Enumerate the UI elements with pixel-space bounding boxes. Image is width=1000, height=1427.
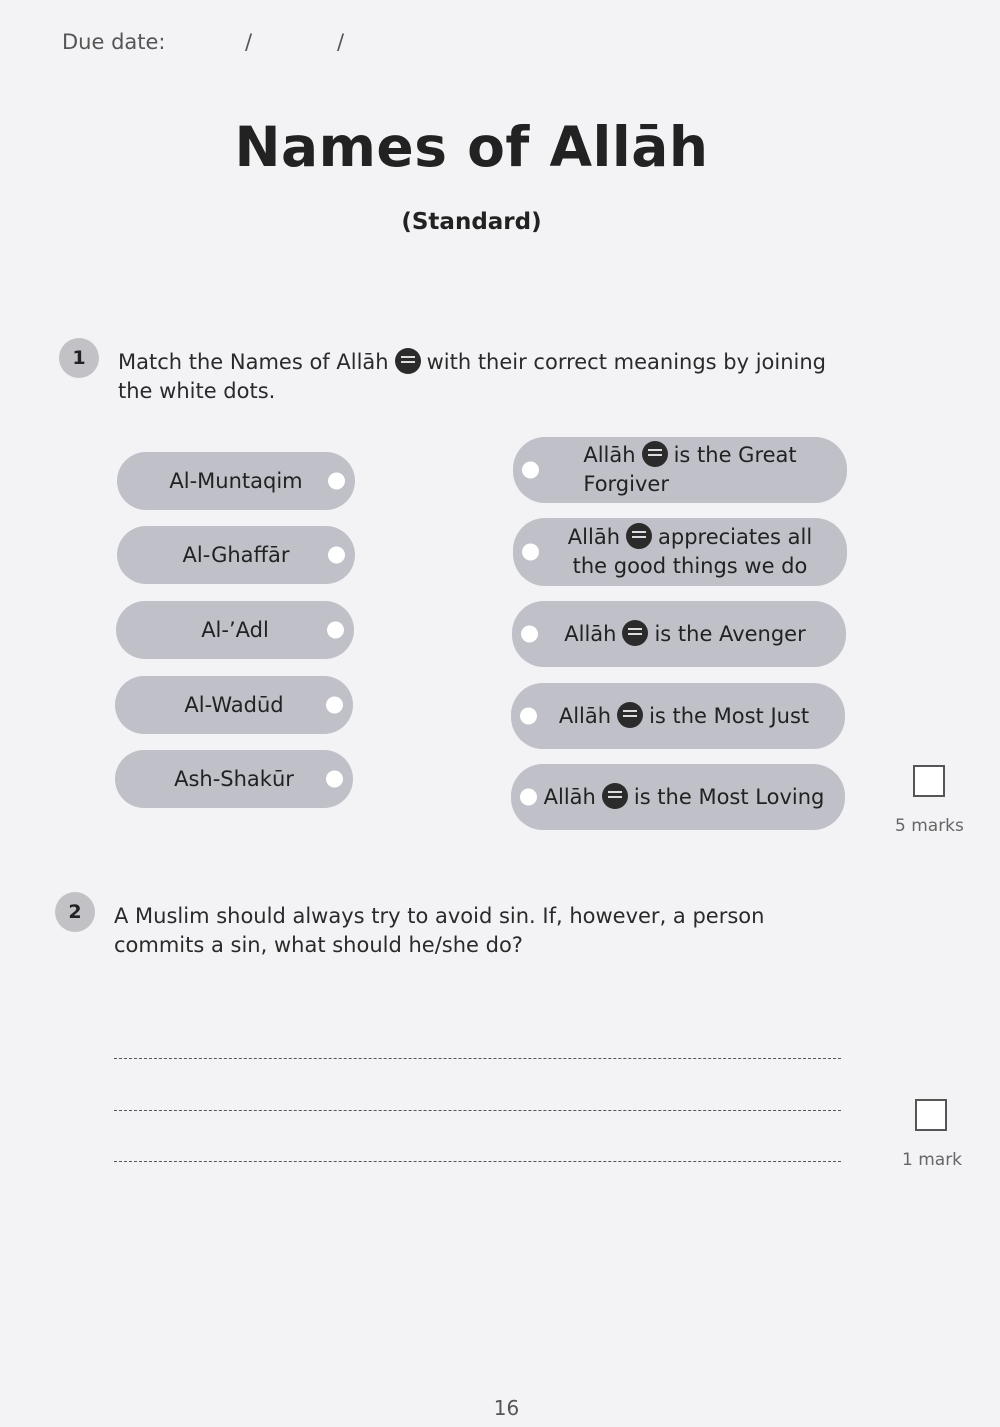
match-dot[interactable] [328,473,345,490]
meaning-subject: Allāh [564,621,617,646]
meaning-text [568,523,812,581]
question-number: 1 [59,338,99,378]
question-number: 2 [55,892,95,932]
swt-honorific-icon [602,783,628,809]
question-2-line2: commits a sin, what should he/she do? [114,933,523,957]
name-pill-al-muntaqim [117,452,355,510]
checkbox-icon[interactable] [915,1099,947,1131]
meaning-predicate: appreciates all [658,525,813,549]
match-dot[interactable] [326,771,343,788]
meaning-continuation: Forgiver [583,472,669,496]
due-date-slash: / [245,30,253,54]
due-date-line [62,30,345,54]
marks-label: 1 mark [902,1150,963,1170]
meaning-continuation: the good things we do [572,554,808,578]
match-dot[interactable] [328,547,345,564]
name-pill-ash-shakur [115,750,353,808]
match-dot[interactable] [521,626,538,643]
name-label: Al-’Adl [201,617,269,642]
name-pill-al-wadud [115,676,353,734]
meaning-subject: Allāh [567,525,621,549]
question-1-text-b: with their correct meanings by joining [426,350,827,374]
question-2-text [114,902,764,960]
question-1-text-a: Match the Names of Allāh [118,350,389,374]
question-1-text-line2: the white dots. [118,379,276,403]
swt-honorific-icon [622,620,648,646]
answer-line[interactable] [114,1161,841,1162]
meaning-text [559,702,809,731]
meaning-predicate: is the Most Loving [633,784,825,809]
name-label: Ash-Shakūr [174,766,294,791]
due-date-slash: / [337,30,345,54]
meaning-pill-most-loving [511,764,845,830]
answer-line[interactable] [114,1110,841,1111]
meaning-subject: Allāh [583,443,636,467]
due-date-label: Due date: [62,30,166,54]
meaning-text [564,620,805,649]
meaning-text [544,783,825,812]
name-pill-al-ghaffar [117,526,355,584]
question-1-text [118,348,826,406]
match-dot[interactable] [520,708,537,725]
meaning-predicate: is the Avenger [654,621,806,646]
match-dot[interactable] [326,697,343,714]
page-subtitle: (Standard) [401,209,542,235]
question-2-line1: A Muslim should always try to avoid sin. If, however, a person [114,904,765,928]
swt-honorific-icon [626,523,652,549]
match-dot[interactable] [520,789,537,806]
name-pill-al-adl [116,601,354,659]
swt-honorific-icon [642,441,668,467]
page-number: 16 [493,1396,520,1420]
name-label: Al-Ghaffār [182,542,290,567]
meaning-pill-appreciates [513,518,847,586]
meaning-predicate: is the Great [673,443,797,467]
name-label: Al-Muntaqim [169,468,303,493]
checkbox-icon[interactable] [913,765,945,797]
meaning-pill-great-forgiver [513,437,847,503]
name-label: Al-Wadūd [184,692,284,717]
meaning-predicate: is the Most Just [649,703,810,728]
meaning-text [583,441,796,499]
page-title: Names of Allāh [234,115,709,179]
meaning-pill-avenger [512,601,846,667]
meaning-subject: Allāh [543,784,596,809]
swt-honorific-icon [395,348,421,374]
marks-label: 5 marks [895,816,964,836]
match-dot[interactable] [522,462,539,479]
meaning-subject: Allāh [558,703,612,728]
meaning-pill-most-just [511,683,845,749]
match-dot[interactable] [522,544,539,561]
match-dot[interactable] [327,622,344,639]
answer-line[interactable] [114,1058,841,1059]
swt-honorific-icon [617,702,643,728]
